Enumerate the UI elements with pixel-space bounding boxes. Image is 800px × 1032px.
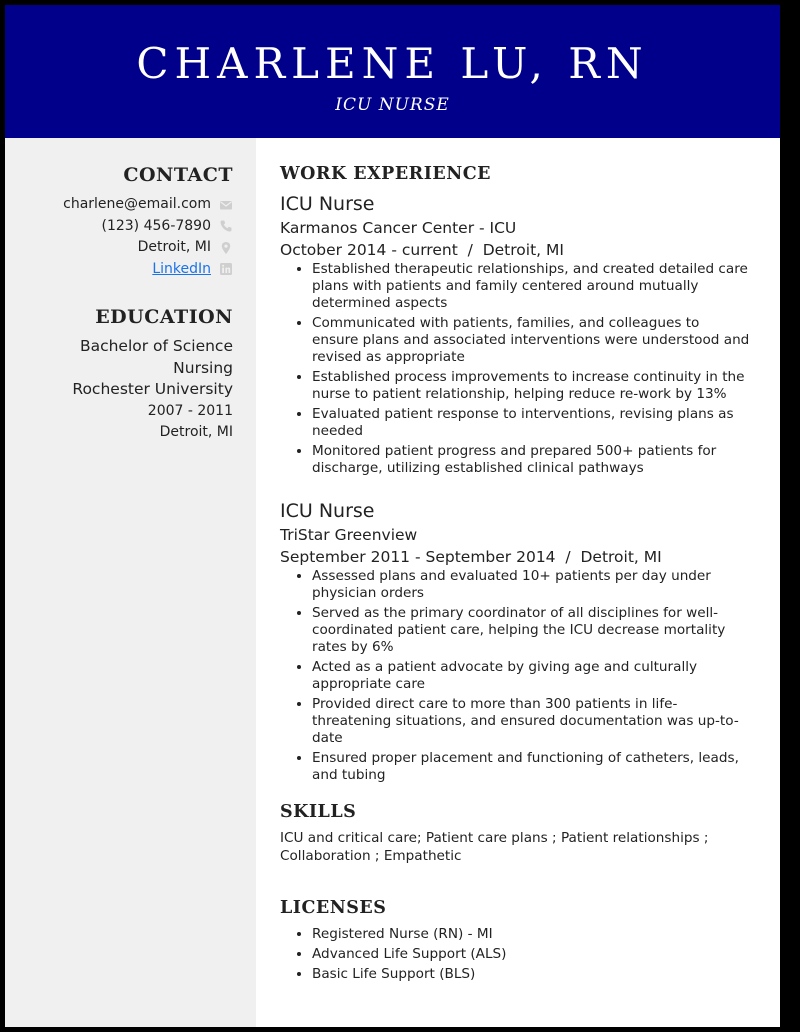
contact-location-row — [5, 237, 233, 259]
job-dates: October 2014 - current / Detroit, MI — [280, 241, 564, 259]
job-title: ICU Nurse — [280, 193, 375, 215]
job-entry — [280, 499, 750, 787]
contact-email-row — [5, 194, 233, 216]
envelope-icon — [219, 198, 233, 212]
job-company: TriStar Greenview — [280, 526, 418, 544]
list-item: • Provided direct care to more than 300 patients in life-threatening situations, and ensured documentation was up-to-date — [312, 696, 750, 747]
education-field: Nursing — [173, 358, 233, 377]
education-section — [5, 304, 233, 444]
job-title: ICU Nurse — [280, 500, 375, 522]
education-years: 2007 - 2011 — [147, 402, 233, 419]
list-item: • Established therapeutic relationships, and created detailed care plans with patients and family centered around mutually determined aspects — [312, 261, 750, 312]
list-item: • Assessed plans and evaluated 10+ patients per day under physician orders — [312, 568, 750, 602]
list-item: • Evaluated patient response to interventions, revising plans as needed — [312, 406, 750, 440]
licenses-heading: LICENSES — [280, 898, 387, 918]
phone-icon — [219, 219, 233, 233]
contact-email: charlene@email.com — [63, 196, 211, 212]
education-school: Rochester University — [72, 380, 233, 398]
list-item: • Monitored patient progress and prepared 500+ patients for discharge, utilizing established clinical pathways — [312, 443, 750, 477]
list-item: • Basic Life Support (BLS) — [312, 966, 752, 983]
contact-phone-row — [5, 216, 233, 238]
list-item: • Ensured proper placement and functioning of catheters, leads, and tubing — [312, 750, 750, 784]
list-item: • Acted as a patient advocate by giving age and culturally appropriate care — [312, 659, 750, 693]
job-entry — [280, 192, 750, 480]
job-bullets — [280, 261, 750, 477]
list-item: • Advanced Life Support (ALS) — [312, 946, 752, 963]
job-dates: September 2011 - September 2014 / Detroit, MI — [280, 548, 662, 566]
linkedin-link[interactable]: LinkedIn — [152, 260, 211, 277]
job-company: Karmanos Cancer Center - ICU — [280, 219, 517, 237]
contact-heading: CONTACT — [123, 164, 233, 186]
skills-text: ICU and critical care; Patient care plans ; Patient relationships ; Collaboration ; Empathetic — [280, 830, 709, 864]
contact-linkedin-row — [5, 259, 233, 281]
linkedin-icon — [219, 262, 233, 276]
licenses-list — [280, 926, 752, 986]
education-heading: EDUCATION — [95, 306, 233, 328]
education-degree: Bachelor of Science — [79, 337, 233, 355]
resume-page — [5, 5, 780, 1027]
list-item: • Served as the primary coordinator of all disciplines for well-coordinated patient care, helping the ICU decrease mortality rates by 6% — [312, 605, 750, 656]
sidebar — [5, 138, 256, 1027]
candidate-name: CHARLENE LU, RN — [136, 39, 649, 88]
resume-header — [5, 5, 780, 138]
list-item: • Registered Nurse (RN) - MI — [312, 926, 752, 943]
candidate-role: ICU NURSE — [335, 95, 450, 115]
contact-section — [5, 162, 233, 280]
job-bullets — [280, 568, 750, 784]
contact-location: Detroit, MI — [137, 239, 211, 255]
map-pin-icon — [219, 241, 233, 255]
education-location: Detroit, MI — [159, 424, 233, 440]
experience-heading: WORK EXPERIENCE — [280, 164, 491, 184]
list-item: • Established process improvements to increase continuity in the nurse to patient relationship, helping reduce re-work by 13% — [312, 369, 750, 403]
list-item: • Communicated with patients, families, and colleagues to ensure plans and associated interventions were understood and revised as appropriate — [312, 315, 750, 366]
contact-phone: (123) 456-7890 — [101, 217, 211, 234]
skills-heading: SKILLS — [280, 802, 357, 822]
